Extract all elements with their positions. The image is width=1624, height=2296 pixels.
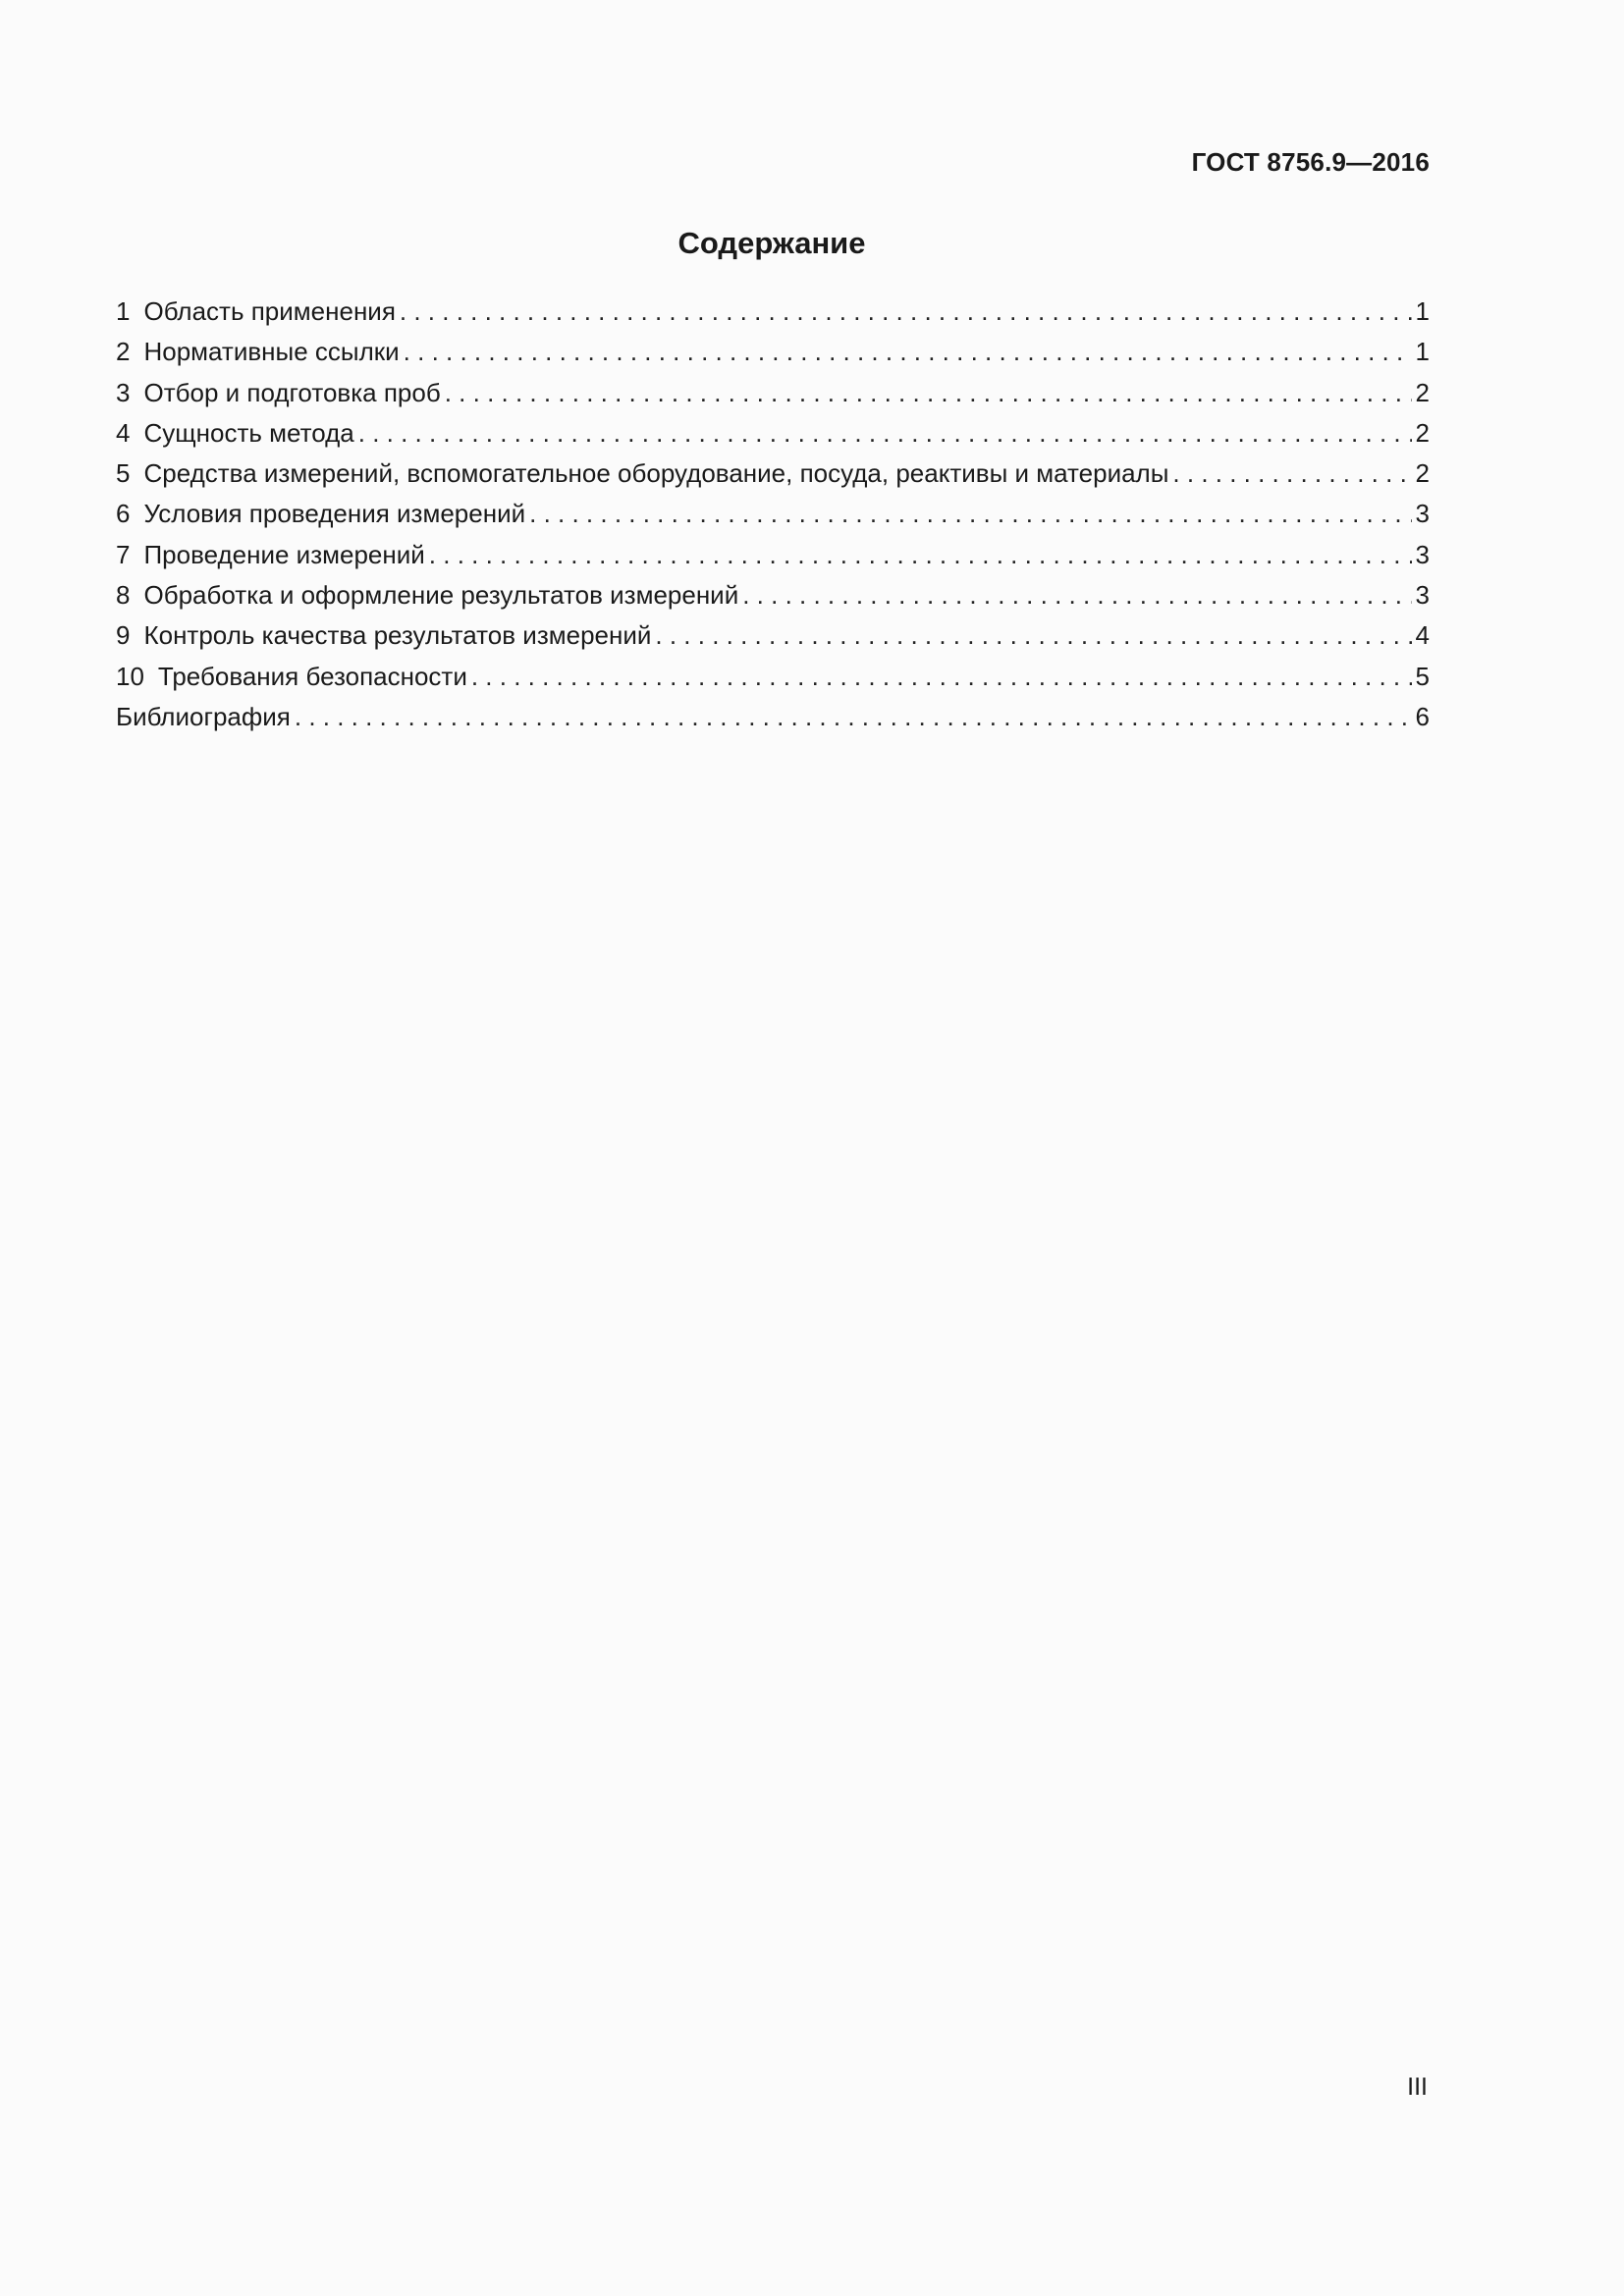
toc-dot-leader xyxy=(400,296,1412,327)
toc-dot-leader xyxy=(529,499,1411,529)
toc-dot-leader xyxy=(742,580,1411,611)
toc-entry-number: 1 xyxy=(116,296,131,326)
toc-entry-number: 7 xyxy=(116,539,131,569)
toc-entry-label: Сущность метода xyxy=(143,417,354,448)
toc-entry-page: 3 xyxy=(1415,580,1430,611)
toc-entry-page: 1 xyxy=(1415,296,1430,326)
toc-entry-number: 9 xyxy=(116,620,131,651)
toc-entry-page: 3 xyxy=(1415,499,1430,529)
toc-entry-number: 8 xyxy=(116,580,131,611)
toc-entry-number: 4 xyxy=(116,417,131,448)
toc-entry-page: 3 xyxy=(1415,539,1430,569)
toc-dot-leader xyxy=(358,418,1412,449)
document-code: ГОСТ 8756.9—2016 xyxy=(1191,147,1430,177)
toc-entry-label: Область применения xyxy=(143,296,396,326)
toc-entry-label: Проведение измерений xyxy=(143,539,425,569)
toc-dot-leader xyxy=(404,337,1412,367)
toc-entry-page: 5 xyxy=(1415,661,1430,691)
toc-entry-number: 2 xyxy=(116,337,131,367)
toc-entry-results-processing[interactable] xyxy=(116,580,1430,620)
toc-entry-method-principle[interactable] xyxy=(116,418,1430,458)
toc-entry-scope[interactable] xyxy=(116,296,1430,337)
toc-dot-leader xyxy=(1172,458,1411,489)
toc-entry-normative-references[interactable] xyxy=(116,337,1430,377)
toc-entry-label: Библиография xyxy=(116,701,291,731)
toc-entry-label: Отбор и подготовка проб xyxy=(143,377,441,407)
toc-entry-label: Обработка и оформление результатов измерений xyxy=(143,580,739,611)
toc-entry-safety-requirements[interactable] xyxy=(116,662,1430,702)
table-of-contents xyxy=(116,296,1430,742)
toc-entry-page: 2 xyxy=(1415,417,1430,448)
toc-entry-page: 6 xyxy=(1415,701,1430,731)
toc-entry-bibliography[interactable] xyxy=(116,702,1430,742)
toc-entry-page: 2 xyxy=(1415,377,1430,407)
toc-entry-page: 2 xyxy=(1415,458,1430,489)
toc-dot-leader xyxy=(429,540,1412,570)
toc-entry-measurement-conditions[interactable] xyxy=(116,499,1430,539)
page-number: III xyxy=(1407,2073,1428,2101)
toc-dot-leader xyxy=(471,662,1412,692)
toc-entry-number: 3 xyxy=(116,377,131,407)
toc-entry-number: 6 xyxy=(116,499,131,529)
toc-entry-page: 4 xyxy=(1415,620,1430,651)
toc-title: Содержание xyxy=(677,226,866,260)
toc-entry-page: 1 xyxy=(1415,337,1430,367)
toc-entry-quality-control[interactable] xyxy=(116,620,1430,661)
toc-dot-leader xyxy=(445,378,1412,408)
toc-entry-label: Нормативные ссылки xyxy=(143,337,400,367)
toc-dot-leader xyxy=(295,702,1412,732)
toc-entry-label: Требования безопасности xyxy=(157,661,467,691)
toc-entry-label: Условия проведения измерений xyxy=(143,499,526,529)
toc-entry-sampling[interactable] xyxy=(116,378,1430,418)
toc-entry-number: 5 xyxy=(116,458,131,489)
toc-entry-measuring-instruments[interactable] xyxy=(116,458,1430,499)
toc-dot-leader xyxy=(655,620,1411,651)
toc-entry-measurement-procedure[interactable] xyxy=(116,540,1430,580)
toc-entry-number: 10 xyxy=(116,661,144,691)
toc-entry-label: Контроль качества результатов измерений xyxy=(143,620,652,651)
toc-entry-label: Средства измерений, вспомогательное оборудование, посуда, реактивы и материалы xyxy=(143,458,1169,489)
